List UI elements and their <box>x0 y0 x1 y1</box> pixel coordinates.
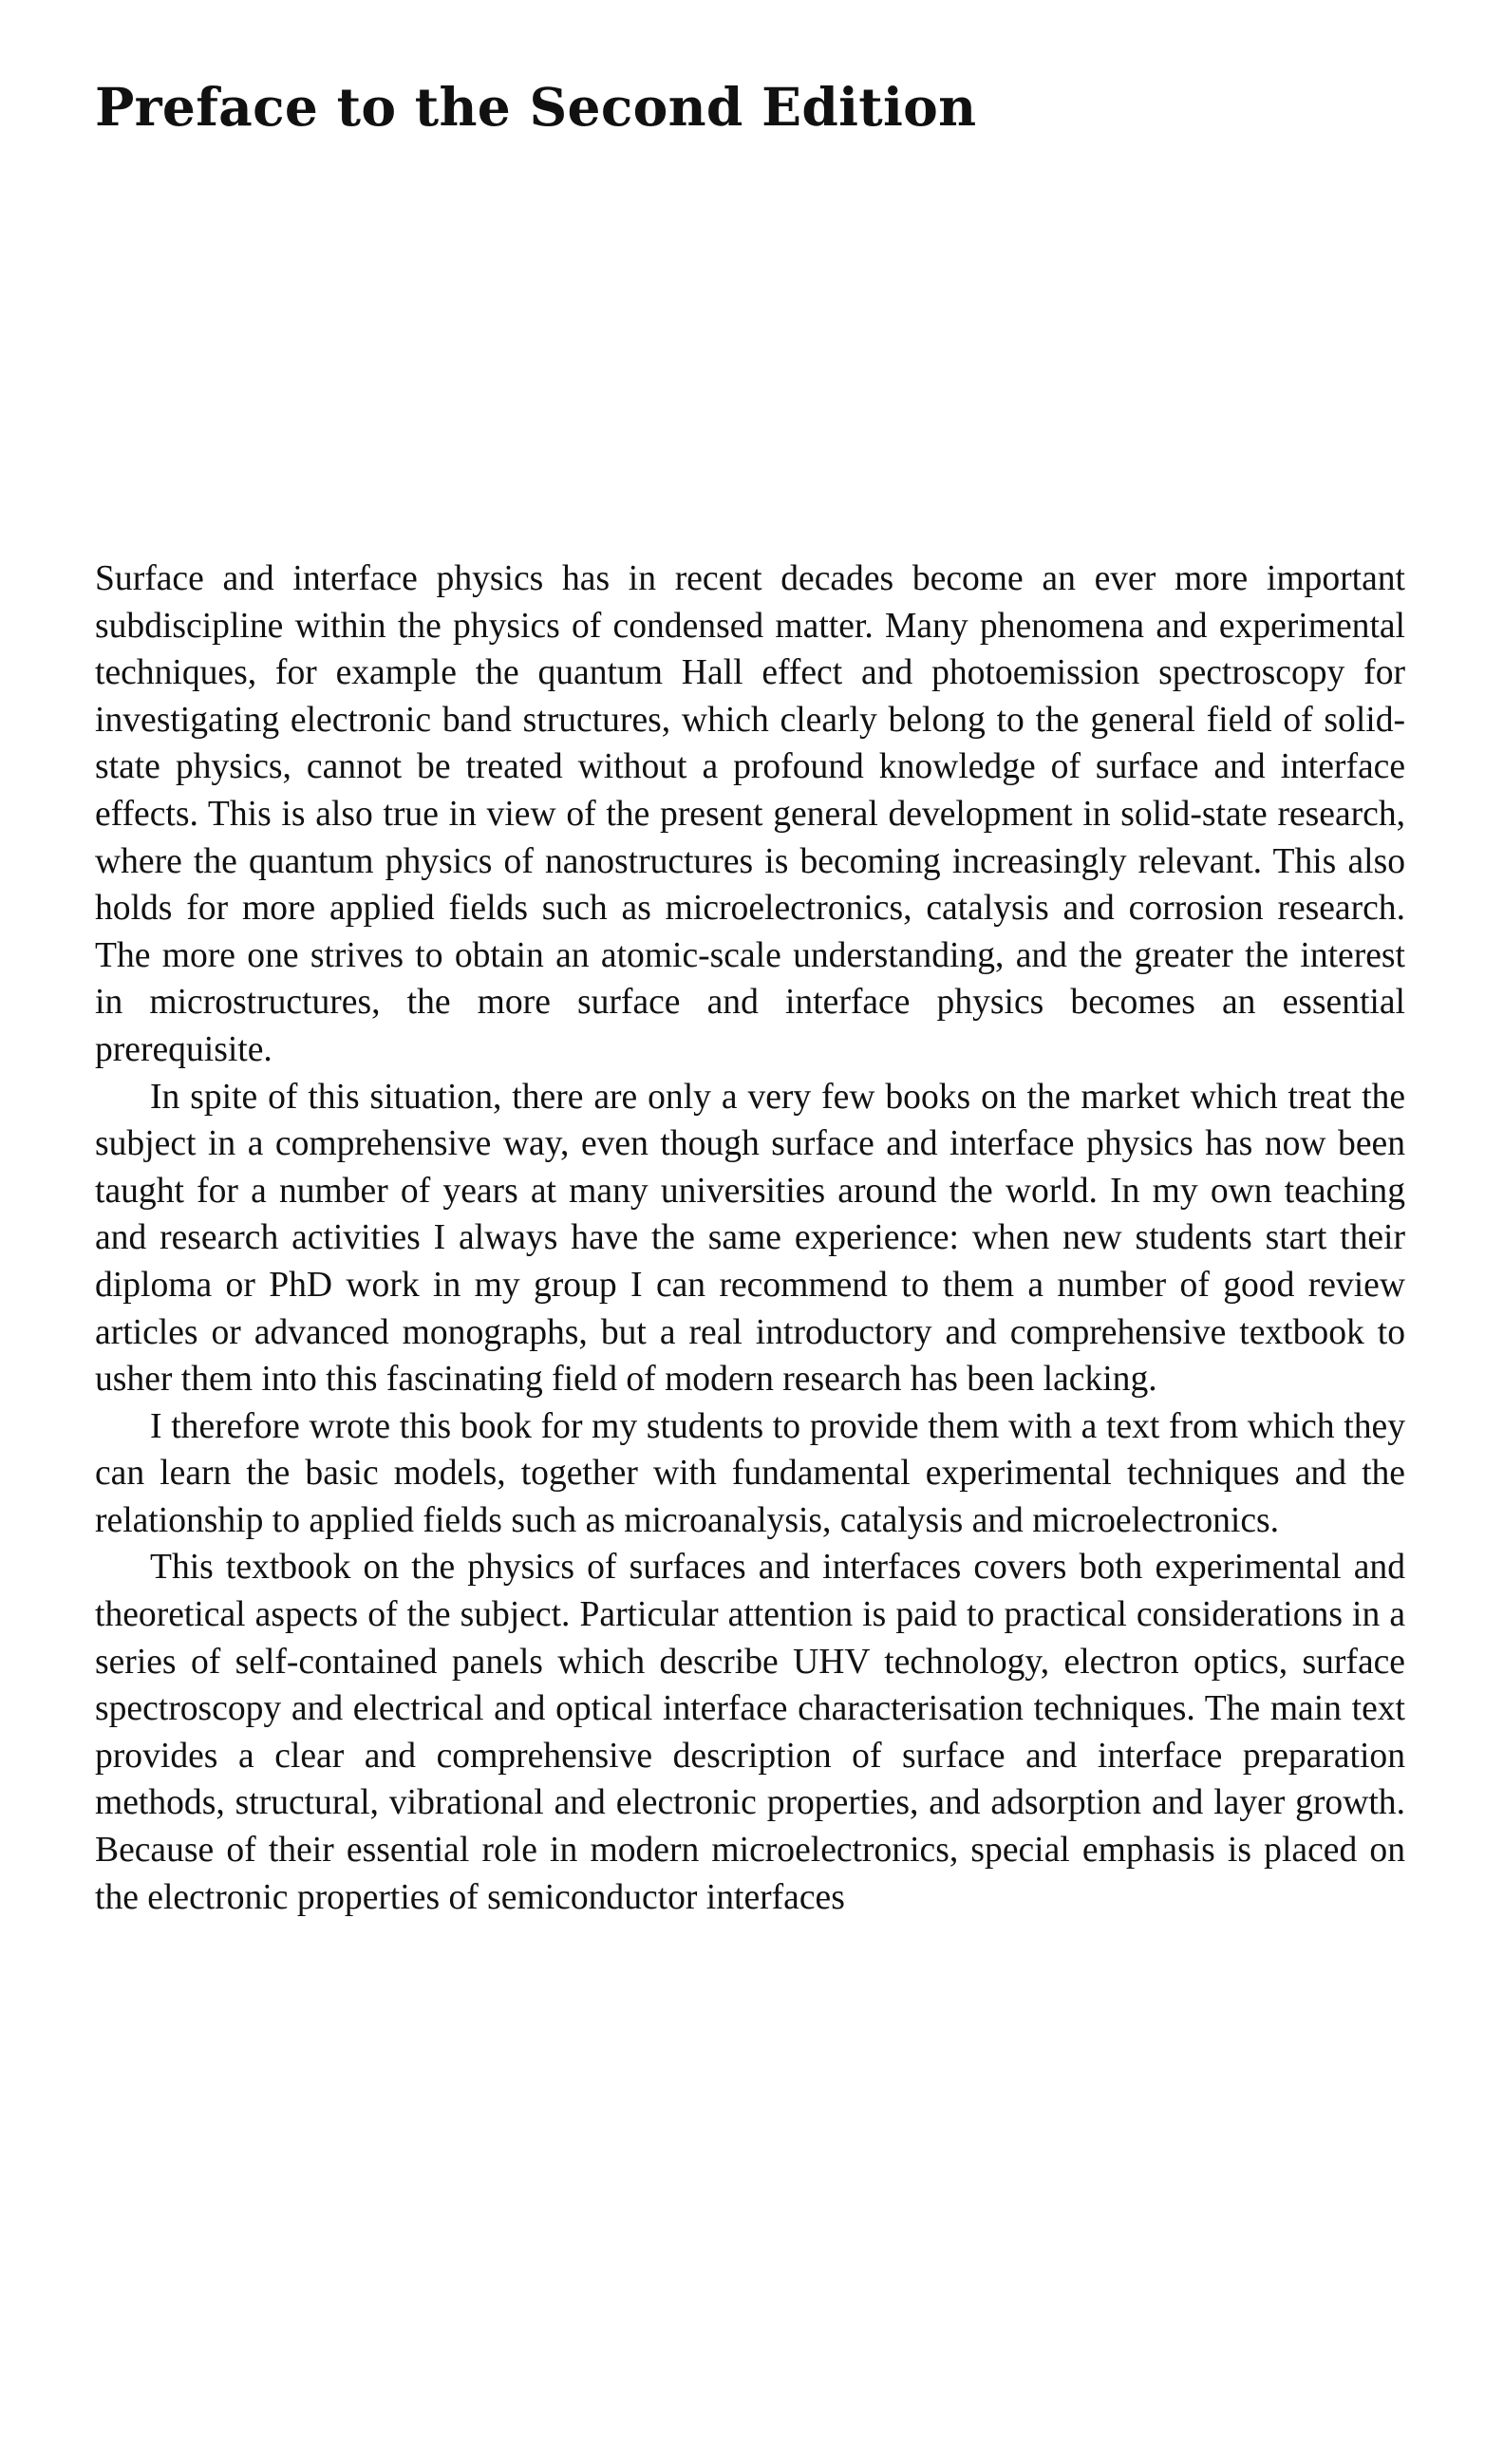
document-page <box>95 0 1405 2464</box>
paragraph-3: I therefore wrote this book for my students to provide them with a text from which they can learn the basic models, together with fundamental experimental techniques and the relationship to applied fields such as microanalysis, catalysis and microelectronics. <box>95 1406 1405 1540</box>
page-title: Preface to the Second Edition <box>95 76 977 138</box>
paragraph-1: Surface and interface physics has in recent decades become an ever more important subdiscipline within the physics of condensed matter. Many phenomena and experimental techniques, for example the quantum Hall effect and photoemission spectroscopy for investigating electronic band structures, which clearly belong to the general field of solid-state physics, cannot be treated without a profound knowledge of surface and interface effects. This is also true in view of the present general development in solid-state research, where the quantum physics of nanostructures is becoming increasingly relevant. This also holds for more applied fields such as microelectronics, catalysis and corrosion research. The more one strives to obtain an atomic-scale understanding, and the greater the interest in microstructures, the more surface and interface physics becomes an essential prerequisite. <box>95 559 1405 1069</box>
preface-body <box>95 555 1405 1921</box>
paragraph-4: This textbook on the physics of surfaces and interfaces covers both experimental and theoretical aspects of the subject. Particular attention is paid to practical considerations in a series of self-contained panels which describe UHV technology, electron optics, surface spectroscopy and electrical and optical interface characterisation techniques. The main text provides a clear and comprehensive description of surface and interface preparation methods, structural, vibrational and electronic properties, and adsorption and layer growth. Because of their essential role in modern microelectronics, special emphasis is placed on the electronic properties of semiconductor interfaces <box>95 1548 1405 1917</box>
paragraph-2: In spite of this situation, there are only a very few books on the market which treat the subject in a comprehensive way, even though surface and interface physics has now been taught for a number of years at many universities around the world. In my own teaching and research activities I always have the same experience: when new students start their diploma or PhD work in my group I can recommend to them a number of good review articles or advanced monographs, but a real introductory and comprehensive textbook to usher them into this fascinating field of modern research has been lacking. <box>95 1077 1405 1400</box>
